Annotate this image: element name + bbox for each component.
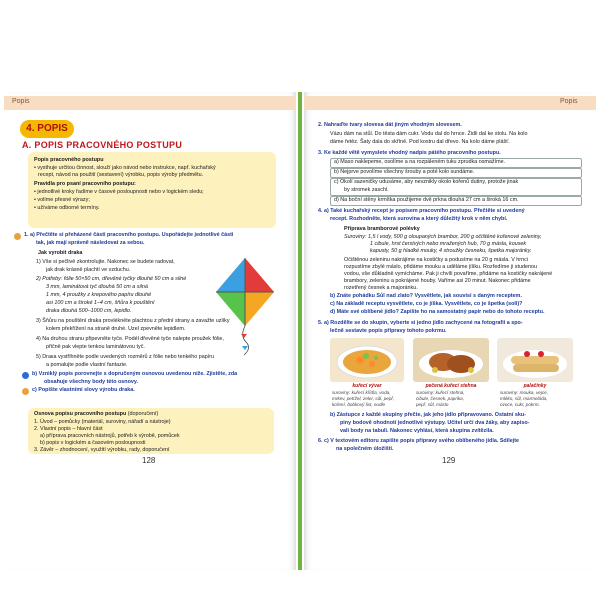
recipe-line-2: 1 cibule, hrst čerstvých nebo mražených hub, 70 g másla, kousek (370, 241, 527, 247)
kite-bottom-left (216, 292, 245, 326)
step1-a: 1) Vše si pečlivě zkontrolujte. Nakonec se budete radovat, (36, 259, 175, 265)
photo3-desc: suroviny: mouka, vejce, mléko, sůl, marmeláda, ovoce, cukr, pokrm. (500, 390, 548, 407)
step2-a: 2) Potřeby: fólie 50×50 cm, dřevěné tyčky dlouhé 50 cm a silné (36, 276, 187, 282)
photo2-desc: suroviny: kuřecí stehna, cibule, česnek, paprika, pepř, sůl, máslo (416, 390, 465, 407)
step2-e: draka dlouhá 500–1000 cm, lepidlo. (46, 308, 132, 314)
step4-b: přičně pak vlepte tenkou laminátovou tyč. (46, 344, 145, 350)
kite-illustration (214, 256, 276, 356)
recipe-line-5: rozpustíme zbylé máslo, přidáme mouku a uděláme jíšku. Rozředíme ji studenou (344, 264, 537, 270)
task4-b: b) Znáte pohádku Sůl nad zlato? Vysvětlete, jak souvisí s daným receptem. (330, 293, 522, 299)
kite-top-left (216, 258, 245, 292)
step2-d: asi 100 cm a široké 1–4 cm, šňůra k pouštění (46, 300, 155, 306)
outline-item-2a: a) příprava pracovních nástrojů, potřeb k výrobě, pomůcek (40, 433, 180, 439)
outline-title: Osnova popisu pracovního postupu (doporučení) (34, 411, 159, 417)
step4-a: 4) Na druhou stranu připevněte tyče. Podél dřevěné tyče nalepte proužek fólie, (36, 336, 224, 342)
task3-b: b) Nejprve povolíme všechny šrouby a poté kolo sundáme. (334, 169, 475, 175)
task3-c: c) Okolí sazeničky udusáme, aby nevznikly okolo kořenů dutiny, protože jinak (334, 179, 519, 185)
page-number-left: 128 (142, 456, 156, 465)
task2-line1: Vázu dám na stůl. Do těsta dám cukr. Vodu dal do hrnce. Židli dal ke stolu. Na kolo (330, 131, 528, 137)
step5-a: 5) Drака vystřihněte podle uvedených rozměrů z fólie nebo tenkého papíru (36, 354, 215, 360)
step3-a: 3) Šňůru na pouštění draka provlékněte plachtou z přední strany a zavažte uzlíky (36, 318, 230, 324)
page-spine (298, 92, 302, 570)
recipe-line-7: brambory, zeleninu a pokrájené houby. Vaříme asi 20 minut. Nakonec přidáme (344, 278, 531, 284)
task3-title: 3. Ke každé větě vymyslete vhodný nadpis pátého pracovního postupu. (318, 150, 501, 156)
task4-c: c) Na základě receptu vysvětlete, co je jíška. Vysvětlete, co je špetka (soli)? (330, 301, 523, 307)
task4-line1: 4. a) Také kuchařský recept je popisem pracovního postupu. Přečtěte si uvedený (318, 208, 525, 214)
task1-line2: tak, jak mají správně následovat za sebou. (36, 240, 145, 246)
kite-top-right (245, 258, 274, 292)
task1-b-line1: b) Vzniklý popis porovnejte s dopručeným osnovou uvedenou níže. Zjistěte, zda (32, 371, 238, 377)
photo-pancakes (497, 338, 573, 382)
photo-chicken-soup (330, 338, 404, 382)
rules-title: Popis pracovného postupu (34, 157, 104, 163)
rules-box (28, 152, 276, 228)
task1-heading: Jak vyrobit draka (38, 250, 83, 256)
task1-b-line2: obsahuje všechny body této osnovy. (44, 379, 138, 385)
step2-c: 1 mm, 4 proužky z krepového papíru dlouhé (46, 292, 152, 298)
rules-bullet-1b: recept, návod na použití (sestavení) výrobku, popis výroby předmětu. (38, 172, 204, 178)
task1-line1: 1. a) Přečtěte si přeházené části pracovního postupu. Uspořádejte jednotlivé části (24, 232, 234, 238)
recipe-title: Příprava bramborové polévky (344, 226, 420, 232)
photo1-desc: suroviny: kuřecí křídla, voda, mrkev, petržel, zeler, sůl, pepř, koření, bobkový list, nudle (332, 390, 395, 407)
task3-c2: by stromek zaschl. (344, 187, 389, 193)
task1-c: c) Popište vlastními slovy výrobu draka. (32, 387, 135, 393)
chapter-badge: 4. POPIS (20, 120, 74, 138)
task3-d: d) Na boční stěny krmítka použijeme dvě prkna dlouhá 27 cm a široká 16 cm. (334, 197, 519, 203)
rules-bullet-2: • jednotlivé kroky řadíme v časové posloupnosti nebo v logickém sledu; (34, 189, 204, 195)
outline-item-2b: b) popis v logickém a časovém posloupnosti (40, 440, 146, 446)
page-number-right: 129 (442, 456, 456, 465)
photo3-caption: palačinky (523, 383, 547, 389)
step2-b: 3 mm, laminátová tyč dlouhá 50 cm a silná (46, 284, 148, 290)
section-title: A. POPIS PRACOVNÉHO POSTUPU (22, 140, 183, 150)
task5b-line1: b) Zástupce z každé skupiny přečte, jak jeho jídlo připravovano. Ostatní sku- (330, 412, 526, 418)
task6-line1: 6. c) V textovém editoru zapište popis přípravy svého oblíbeného jídla. Sdílejte (318, 438, 519, 444)
rules-bullet-3: • volíme přesné výrazy; (34, 197, 90, 203)
header-band-left (4, 96, 296, 110)
outline-item-1: 1. Úvod – pomůcky (materiál, suroviny, nářadí a nástroje) (34, 419, 171, 425)
step1-b: jak drak krásně plachtí ve vzduchu. (46, 267, 131, 273)
recipe-line-1: Suroviny: 1,5 l vody, 500 g oloupaných brambor, 200 g očištěné kořenové zeleniny, (344, 234, 542, 240)
rules-title-2: Pravidla pro psaní pracovního postupu: (34, 181, 136, 187)
photo-roasted-chicken (413, 338, 489, 382)
task4-line2: recept. Rozhodněte, která surovina a který důležitý krok v něm chybí. (330, 216, 508, 222)
step5-b: a pomalujte podle vlastní fantazie. (46, 362, 128, 368)
outline-item-3: 3. Závěr – zhodnocení, využití výrobku, rady, doporučení (34, 447, 170, 453)
rules-bullet-1a: • vysthuje určitou činnost, slouží jako návod nebo instrukce, např. kuchařský (34, 165, 216, 171)
running-header-right: Popis (560, 98, 578, 105)
recipe-line-4: Očištěnou zeleninu nakrájíme na kostičky a podusíme na 20 g másla. V hrnci (344, 257, 528, 263)
outline-item-2: 2. Vlastní popis – hlavní část (34, 426, 103, 432)
photo2-caption: pečená kuřecí stehna (425, 383, 477, 389)
recipe-line-3: kapusty, 50 g hladké mouky, 4 stroužky česneku, špetka majoránky. (370, 248, 532, 254)
task4-d: d) Máte své oblíbené jídlo? Zapište ho na samostatný papír nebo do tohoto receptu. (330, 309, 545, 315)
task3-a: a) Maso naklepeme, osolíme a na rozpáleném tuku zprudka osmažíme. (334, 159, 506, 165)
recipe-line-6: vodou, vše důkladně vymícháme. Pak ji chvíli povaříme, přidáme na kostičky nakrájené (344, 271, 553, 277)
kite-bottom-right (245, 292, 274, 326)
header-band-right (304, 96, 596, 110)
task-person-icon (14, 233, 21, 240)
recipe-line-8: rozetřený česnek a majoránku. (344, 285, 418, 291)
task5-line2: lečně sestavte popis přípravy tohoto pokrmu. (330, 328, 447, 334)
task6-line2: na společném úložišti. (336, 446, 394, 452)
task5b-line3: vali body na tabuli. Nakonec vyhlásí, která skupina zvítězila. (340, 428, 494, 434)
outline-box (28, 408, 274, 454)
kite-tail (243, 326, 249, 355)
task2-line2: dáme řetěz. Šaty dala do skříně. Pod kostru dal dřevo. Na kolo dáme plášť. (330, 139, 510, 145)
rules-bullet-4: • užíváme odborné termíny. (34, 205, 100, 211)
photo1-caption: kuřecí vývar (352, 383, 382, 389)
step3-b: kolem překřížení na straně druhé. Uzel zpevněte lepidlem. (46, 326, 186, 332)
person-icon (22, 388, 29, 395)
group-icon (22, 372, 29, 379)
running-header-left: Popis (12, 98, 30, 105)
task2-title: 2. Nahraďte tvary slovesa dát jiným vhodným slovesem. (318, 122, 462, 128)
task5b-line2: piny bodově ohodnotí jednotlivé výstupy. Učitel určí dva žáky, aby zapiso- (340, 420, 530, 426)
task5-line1: 5. a) Rozdělte se do skupin, vyberte si jedno jídlo zachycené na fotografii a spo- (318, 320, 523, 326)
